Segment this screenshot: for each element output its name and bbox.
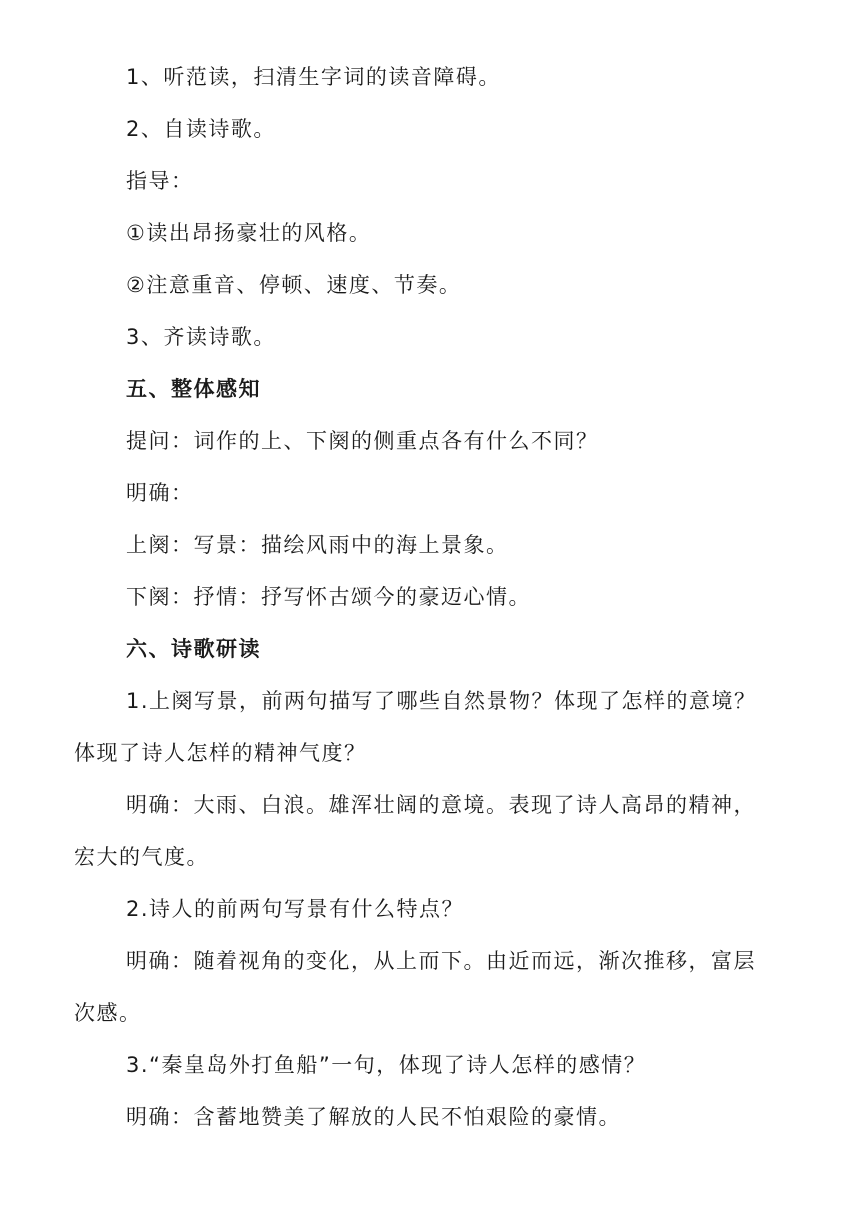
guidance-point-1: ①读出昂扬豪壮的风格。: [126, 221, 372, 245]
guidance-label: 指导：: [126, 169, 194, 193]
step-self-read: 2、自读诗歌。: [126, 117, 276, 141]
question-line: 提问：词作的上、下阕的侧重点各有什么不同？: [126, 429, 599, 453]
step-listen: 1、听范读，扫清生字词的读音障碍。: [126, 65, 501, 89]
clarify-label: 明确：: [126, 481, 194, 505]
question-1-line-2: 体现了诗人怎样的精神气度？: [74, 741, 367, 765]
answer-1-line-2: 宏大的气度。: [74, 845, 209, 869]
answer-1-line-1: 明确：大雨、白浪。雄浑壮阔的意境。表现了诗人高昂的精神，: [126, 793, 756, 817]
question-3-line: 3.“秦皇岛外打鱼船”一句，体现了诗人怎样的感情？: [126, 1053, 647, 1077]
answer-2-line-2: 次感。: [74, 1001, 142, 1025]
answer-3-line: 明确：含蓄地赞美了解放的人民不怕艰险的豪情。: [126, 1105, 621, 1129]
answer-2-line-1: 明确：随着视角的变化，从上而下。由近而远，渐次推移，富层: [126, 949, 756, 973]
guidance-point-2: ②注意重音、停顿、速度、节奏。: [126, 273, 462, 297]
upper-stanza-line: 上阕：写景：描绘风雨中的海上景象。: [126, 533, 509, 557]
section-heading-study: 六、诗歌研读: [126, 637, 261, 661]
question-2-line: 2.诗人的前两句写景有什么特点？: [126, 897, 465, 921]
lower-stanza-line: 下阕：抒情：抒写怀古颂今的豪迈心情。: [126, 585, 531, 609]
section-heading-overall: 五、整体感知: [126, 377, 261, 401]
question-1-line-1: 1.上阕写景，前两句描写了哪些自然景物？体现了怎样的意境？: [126, 689, 757, 713]
step-read-together: 3、齐读诗歌。: [126, 325, 276, 349]
